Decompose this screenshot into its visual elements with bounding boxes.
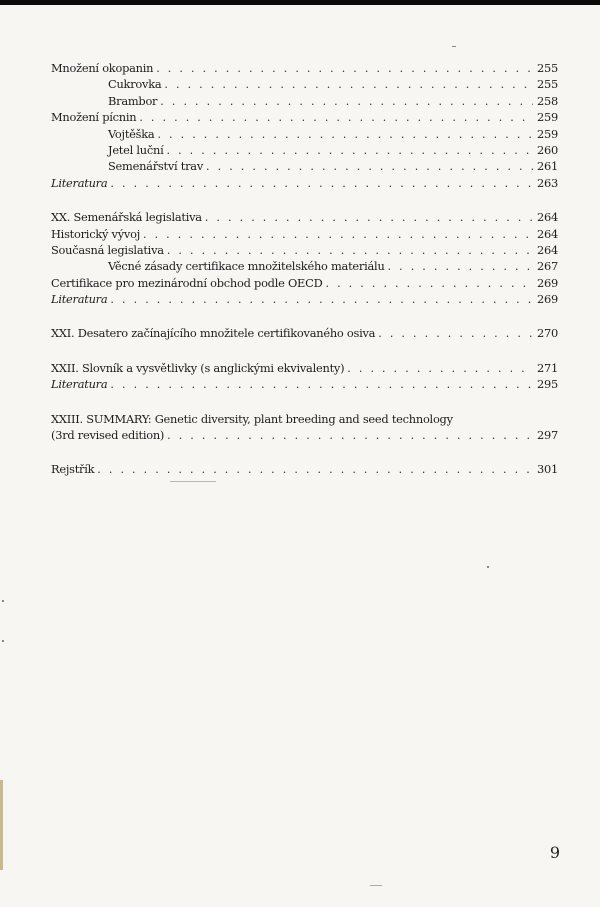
toc-entry[interactable] (51, 275, 557, 291)
dot-leader (157, 127, 533, 143)
dot-leader (378, 326, 533, 342)
entry-title: XXII. Slovník a vysvětlivky (s anglickými ekvivalenty) (51, 360, 345, 375)
toc-entry[interactable] (51, 209, 557, 225)
entry-page: 264 (537, 242, 558, 257)
toc-entry[interactable] (51, 360, 557, 376)
toc-entry[interactable] (51, 60, 557, 76)
entry-title: Věcné zásady certifikace množitelského materiálu (108, 259, 385, 274)
toc-entry[interactable] (51, 461, 557, 477)
entry-title: Certifikace pro mezinárodní obchod podle OECD (51, 275, 323, 290)
entry-title: Vojtěška (108, 126, 155, 141)
toc-section-slovnik (51, 360, 557, 393)
entry-page: 255 (537, 61, 558, 75)
toc-entry-summary-line1[interactable] (51, 411, 557, 427)
dot-leader (110, 176, 533, 192)
entry-page: 270 (537, 326, 558, 341)
entry-title: Současná legislativa (51, 242, 164, 257)
entry-page: 301 (537, 462, 558, 477)
entry-title: XXI. Desatero začínajícího množitele certifikovaného osiva (51, 326, 376, 341)
dot-leader (205, 210, 533, 226)
dot-leader (156, 61, 533, 77)
entry-title: XX. Semenářská legislativa (51, 210, 202, 225)
toc-entry[interactable] (51, 325, 557, 341)
dot-leader (325, 276, 533, 292)
entry-title: Literatura (51, 292, 108, 307)
section-gap (51, 307, 557, 325)
top-edge-bar (0, 0, 600, 5)
dot-leader (347, 361, 533, 377)
entry-page: 255 (537, 77, 558, 92)
toc-entry[interactable] (51, 93, 557, 109)
entry-page: 263 (537, 175, 558, 190)
entry-title: XXIII. SUMMARY: Genetic diversity, plant breeding and seed technology (51, 411, 453, 426)
dot-leader (388, 259, 533, 275)
entry-title: Literatura (51, 377, 108, 392)
dot-leader (110, 292, 533, 308)
toc-entry-literature[interactable] (51, 376, 557, 392)
page-number: 9 (549, 843, 560, 862)
toc-entry-literature[interactable] (51, 291, 557, 307)
toc-entry[interactable] (51, 258, 557, 274)
entry-page: 259 (537, 110, 558, 125)
entry-page: 267 (537, 259, 558, 274)
toc-entry[interactable] (51, 242, 557, 258)
toc-section-summary (51, 411, 557, 444)
entry-page: 264 (537, 210, 558, 225)
dot-leader (97, 462, 533, 478)
entry-title: Brambor (108, 93, 158, 108)
entry-page: 264 (537, 226, 558, 241)
dot-leader (166, 143, 533, 159)
dot-leader (167, 428, 533, 444)
toc-section-okopaniny-picniny (51, 60, 557, 191)
dot-leader (110, 377, 533, 393)
section-gap (51, 443, 557, 461)
toc-entry[interactable] (51, 142, 557, 158)
dot-leader (164, 77, 533, 93)
toc-entry-literature[interactable] (51, 175, 557, 191)
toc-entry[interactable] (51, 158, 557, 174)
toc-entry[interactable] (51, 126, 557, 142)
toc-entry[interactable] (51, 109, 557, 125)
entry-title: (3rd revised edition) (51, 428, 165, 443)
toc-section-rejstrik (51, 461, 557, 477)
toc-section-legislativa (51, 209, 557, 307)
section-gap (51, 342, 557, 360)
entry-title: Cukrovka (108, 77, 162, 92)
entry-title: Množení pícnin (51, 110, 137, 125)
entry-page: 269 (537, 292, 558, 307)
dot-leader (143, 227, 533, 243)
entry-page: 269 (537, 275, 558, 290)
toc-entry[interactable] (51, 76, 557, 92)
toc-section-desatero (51, 325, 557, 341)
entry-page: 271 (537, 360, 558, 375)
table-of-contents (51, 60, 557, 478)
entry-title: Literatura (51, 175, 108, 190)
section-gap (51, 393, 557, 411)
entry-title: Historický vývoj (51, 226, 140, 241)
entry-title: Množení okopanin (51, 61, 154, 75)
entry-page: 258 (537, 93, 558, 108)
dot-leader (160, 94, 533, 110)
entry-title: Rejstřík (51, 462, 95, 477)
entry-page: 259 (537, 126, 558, 141)
entry-page: 261 (537, 159, 558, 174)
toc-entry[interactable] (51, 226, 557, 242)
toc-entry-summary-line2[interactable] (51, 427, 557, 443)
entry-page: 297 (537, 428, 558, 443)
entry-page: 260 (537, 142, 558, 157)
section-gap (51, 191, 557, 209)
entry-title: Jetel luční (108, 142, 164, 157)
dot-leader (206, 159, 533, 175)
dot-leader (139, 110, 533, 126)
entry-title: Semenářství trav (108, 159, 204, 174)
entry-page: 295 (537, 377, 558, 392)
dot-leader (167, 243, 533, 259)
